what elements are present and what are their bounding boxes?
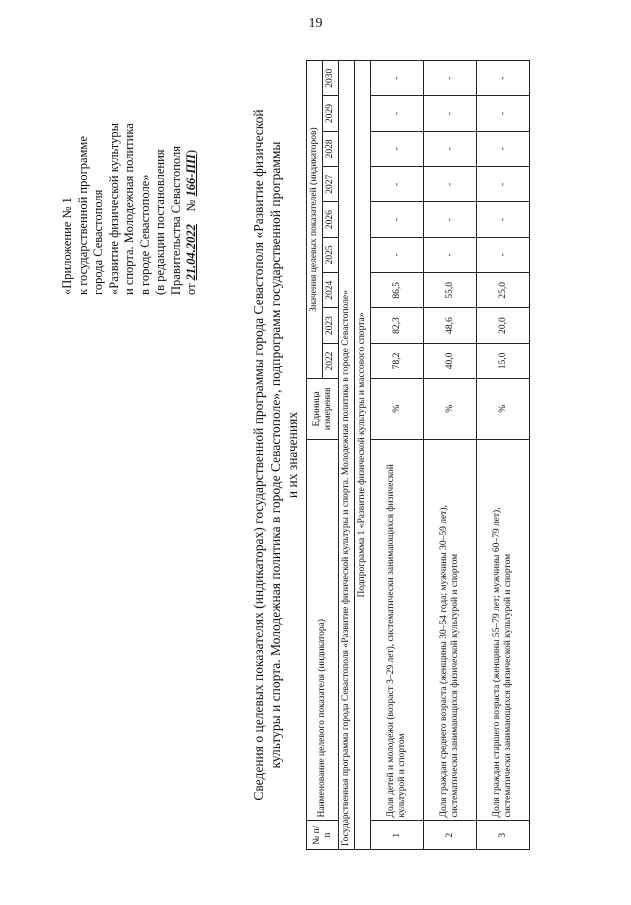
row-value: - bbox=[424, 167, 477, 202]
row-unit: % bbox=[424, 379, 477, 439]
table-row bbox=[477, 61, 530, 850]
header-values: Значения целевых показателей (индикаторов) bbox=[307, 61, 323, 379]
appendix-line: в городе Севастополе» bbox=[137, 174, 152, 295]
subprogram-row: Подпрограмма 1 «Развитие физической культуры и массового спорта» bbox=[355, 61, 371, 850]
row-num: 3 bbox=[477, 821, 530, 850]
row-value: - bbox=[424, 61, 477, 96]
row-value: - bbox=[477, 202, 530, 237]
indicators-table bbox=[306, 60, 530, 850]
header-year: 2023 bbox=[323, 308, 339, 343]
row-value: - bbox=[477, 96, 530, 131]
header-year: 2025 bbox=[323, 237, 339, 272]
row-value: - bbox=[477, 167, 530, 202]
appendix-line: «Развитие физической культуры bbox=[106, 123, 121, 295]
row-value: - bbox=[477, 237, 530, 272]
row-value: - bbox=[424, 237, 477, 272]
header-name: Наименование целевого показателя (индикатора) bbox=[307, 439, 339, 821]
row-value: - bbox=[477, 131, 530, 166]
table-row bbox=[424, 61, 477, 850]
row-unit: % bbox=[371, 379, 424, 439]
header-unit: Единица измерения bbox=[307, 379, 339, 439]
number-suffix: ) bbox=[184, 149, 198, 155]
row-value: - bbox=[371, 202, 424, 237]
row-value: 48,6 bbox=[424, 308, 477, 343]
row-value: 40,0 bbox=[424, 343, 477, 378]
row-value: 25,0 bbox=[477, 273, 530, 308]
row-value: 82,3 bbox=[371, 308, 424, 343]
row-value: 78,2 bbox=[371, 343, 424, 378]
row-name: Доля граждан старшего возраста (женщины 55–79 лет; мужчины 60–79 лет), систематически занимающихся физической культурой и спортом bbox=[477, 439, 530, 821]
row-unit: % bbox=[477, 379, 530, 439]
header-year: 2026 bbox=[323, 202, 339, 237]
appendix-line: (в редакции постановления bbox=[153, 149, 167, 295]
appendix-line: и спорта. Молодежная политика bbox=[122, 123, 136, 295]
header-year: 2024 bbox=[323, 273, 339, 308]
heading-line: культуры и спорта. Молодежная политика в городе Севастополе», подпрограмм государственной программы bbox=[268, 141, 283, 769]
appendix-block bbox=[60, 55, 200, 295]
program-row: Государственная программа города Севастополя «Развитие физической культуры и спорта. Молодежная политика в городе Севастополе» bbox=[339, 61, 355, 850]
appendix-line: Правительства Севастополя bbox=[168, 146, 183, 295]
heading-line: Сведения о целевых показателях (индикаторах) государственной программы города Севастополя «Развитие физической bbox=[251, 109, 266, 801]
table-row bbox=[371, 61, 424, 850]
rotated-page-content bbox=[40, 35, 600, 875]
header-year: 2027 bbox=[323, 167, 339, 202]
appendix-line: «Приложение № 1 bbox=[60, 197, 74, 295]
row-value: - bbox=[371, 167, 424, 202]
row-value: - bbox=[424, 131, 477, 166]
header-year: 2022 bbox=[323, 343, 339, 378]
handwritten-number: 166-ПП bbox=[184, 154, 198, 197]
row-name: Доля детей и молодежи (возраст 3–29 лет), систематически занимающихся физической культурой и спортом bbox=[371, 439, 424, 821]
document-heading bbox=[250, 60, 301, 850]
row-num: 1 bbox=[371, 821, 424, 850]
header-year: 2029 bbox=[323, 96, 339, 131]
row-name: Доля граждан среднего возраста (женщины 30–54 года; мужчины 30–59 лет), систематически занимающихся физической культурой и спортом bbox=[424, 439, 477, 821]
row-value: 15,0 bbox=[477, 343, 530, 378]
row-value: - bbox=[371, 131, 424, 166]
row-value: 55,0 bbox=[424, 273, 477, 308]
row-num: 2 bbox=[424, 821, 477, 850]
row-value: 20,0 bbox=[477, 308, 530, 343]
row-value: 86,5 bbox=[371, 273, 424, 308]
page-number: 19 bbox=[308, 16, 323, 31]
header-year: 2028 bbox=[323, 131, 339, 166]
header-year: 2030 bbox=[323, 61, 339, 96]
appendix-line: города Севастополя bbox=[91, 189, 105, 295]
row-value: - bbox=[424, 202, 477, 237]
handwritten-date: 21.04.2022 bbox=[184, 224, 198, 281]
number-prefix: № bbox=[184, 199, 198, 212]
row-value: - bbox=[371, 237, 424, 272]
row-value: - bbox=[424, 96, 477, 131]
row-value: - bbox=[371, 61, 424, 96]
appendix-line: к государственной программе bbox=[75, 136, 90, 295]
heading-line: и их значениях bbox=[285, 411, 300, 499]
row-value: - bbox=[477, 61, 530, 96]
row-value: - bbox=[371, 96, 424, 131]
date-prefix: от bbox=[184, 283, 198, 295]
appendix-date-line bbox=[184, 55, 200, 295]
header-num: № п/п bbox=[307, 821, 339, 850]
